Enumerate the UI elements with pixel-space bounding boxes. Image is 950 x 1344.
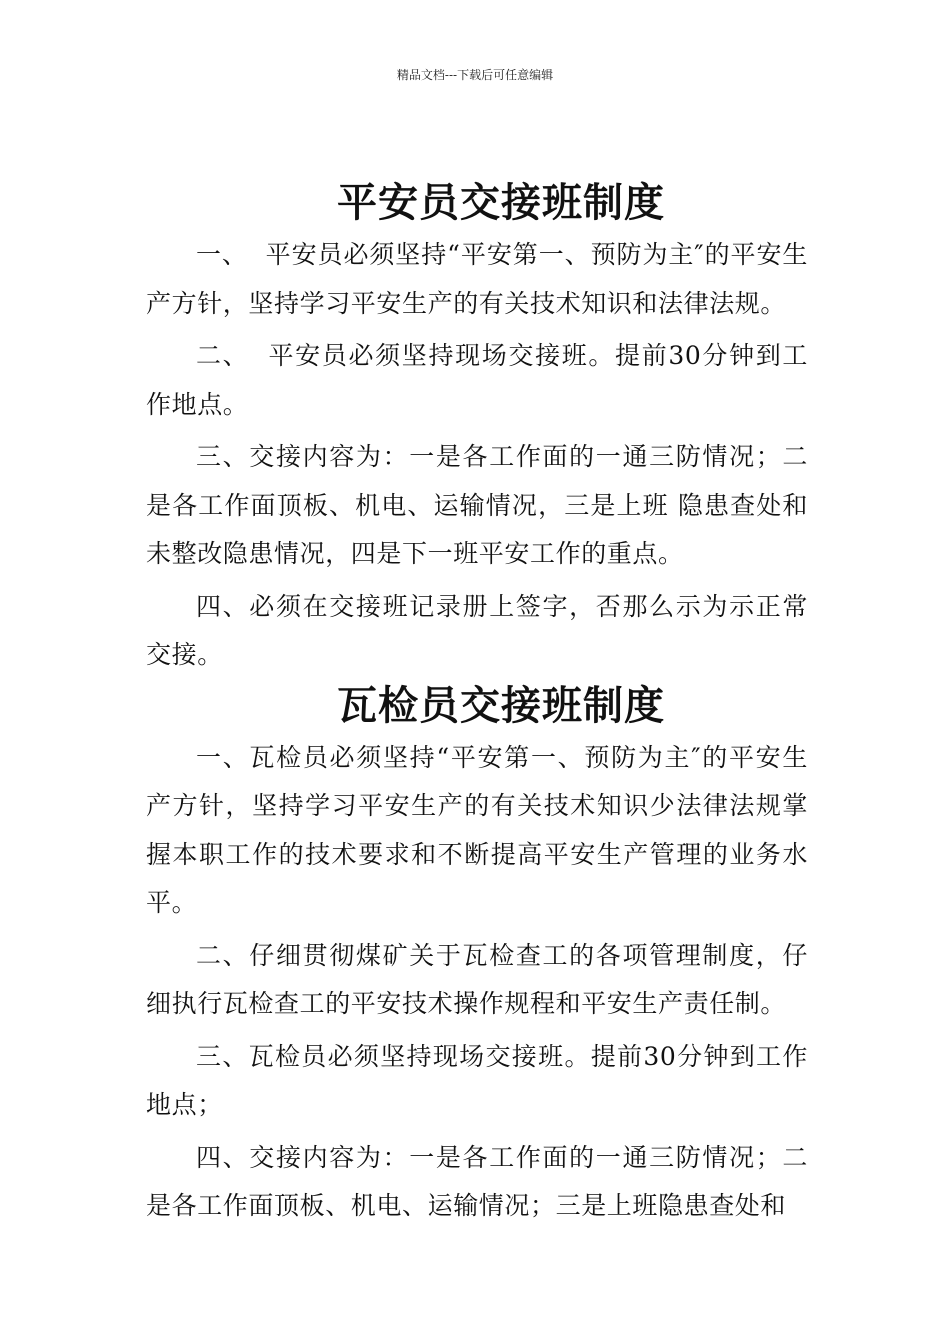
document-body: [146, 175, 808, 1235]
section-title: 平安员交接班制度: [337, 179, 665, 226]
paragraph: 二、 平安员必须坚持现场交接班。提前30分钟到工作地点。: [146, 341, 808, 419]
paragraph: 四、交接内容为：一是各工作面的一通三防情况；二是各工作面顶板、机电、运输情况；三是上班隐患查处和: [146, 1142, 808, 1220]
paragraph: 三、交接内容为：一是各工作面的一通三防情况；二是各工作面顶板、机电、运输情况，三是上班 隐患查处和未整改隐患情况，四是下一班平安工作的重点。: [146, 442, 808, 568]
section-gas-inspector: [146, 678, 808, 1231]
paragraph: 二、仔细贯彻煤矿关于瓦检查工的各项管理制度，仔细执行瓦检查工的平安技术操作规程和平安生产责任制。: [146, 940, 808, 1018]
section-safety-officer: [146, 175, 808, 680]
paragraph: 四、必须在交接班记录册上签字，否那么示为示正常交接。: [146, 591, 808, 669]
page-header-note: 精品文档---下载后可任意编辑: [396, 68, 554, 82]
paragraph: 三、瓦检员必须坚持现场交接班。提前30分钟到工作地点；: [146, 1041, 808, 1119]
paragraph: 一、瓦检员必须坚持“平安第一、预防为主″的平安生产方针，坚持学习平安生产的有关技术知识少法律法规掌握本职工作的技术要求和不断提高平安生产管理的业务水平。: [146, 742, 808, 917]
paragraph: 一、 平安员必须坚持“平安第一、预防为主″的平安生产方针，坚持学习平安生产的有关技术知识和法律法规。: [146, 240, 808, 318]
section-title: 瓦检员交接班制度: [337, 681, 665, 729]
